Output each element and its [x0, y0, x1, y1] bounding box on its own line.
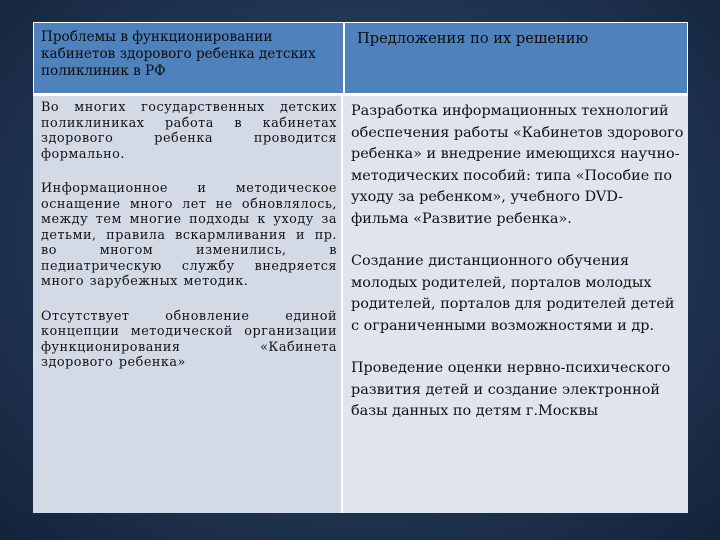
problem-item: Информационное и методическое оснащение много лет не обновлялось, между тем многие подходы к уходу за детьми, правила вскармливания и пр. во многом изменились, в педиатрическую службу внедряется много зарубежных методик. — [41, 181, 337, 289]
solutions-cell — [343, 94, 688, 513]
solution-item: Разработка информационных технологий обеспечения работы «Кабинетов здорового ребенка» и внедрение имеющихся научно-методических пособий: типа «Пособие по уходу за ребенком», учебного DVD- фильма «Развитие ребенка». — [351, 103, 684, 227]
solution-item: Проведение оценки нервно-психического развития детей и создание электронной базы данных по детям г.Москвы — [351, 360, 671, 419]
problem-item: Во многих государственных детских поликлиниках работа в кабинетах здорового ребенка проводится формально. — [41, 100, 337, 162]
header-solutions: Предложения по их решению — [343, 22, 688, 94]
problem-item: Отсутствует обновление единой концепции методической организации функционирования «Кабинета здорового ребенка» — [41, 308, 337, 370]
problems-cell — [33, 94, 343, 513]
comparison-table — [33, 22, 688, 513]
header-problems: Проблемы в функционировании кабинетов здорового ребенка детских поликлиник в РФ — [33, 22, 343, 94]
solution-item: Создание дистанционного обучения молодых родителей, порталов молодых родителей, порталов для родителей детей с ограниченными возможностями и др. — [351, 253, 675, 334]
